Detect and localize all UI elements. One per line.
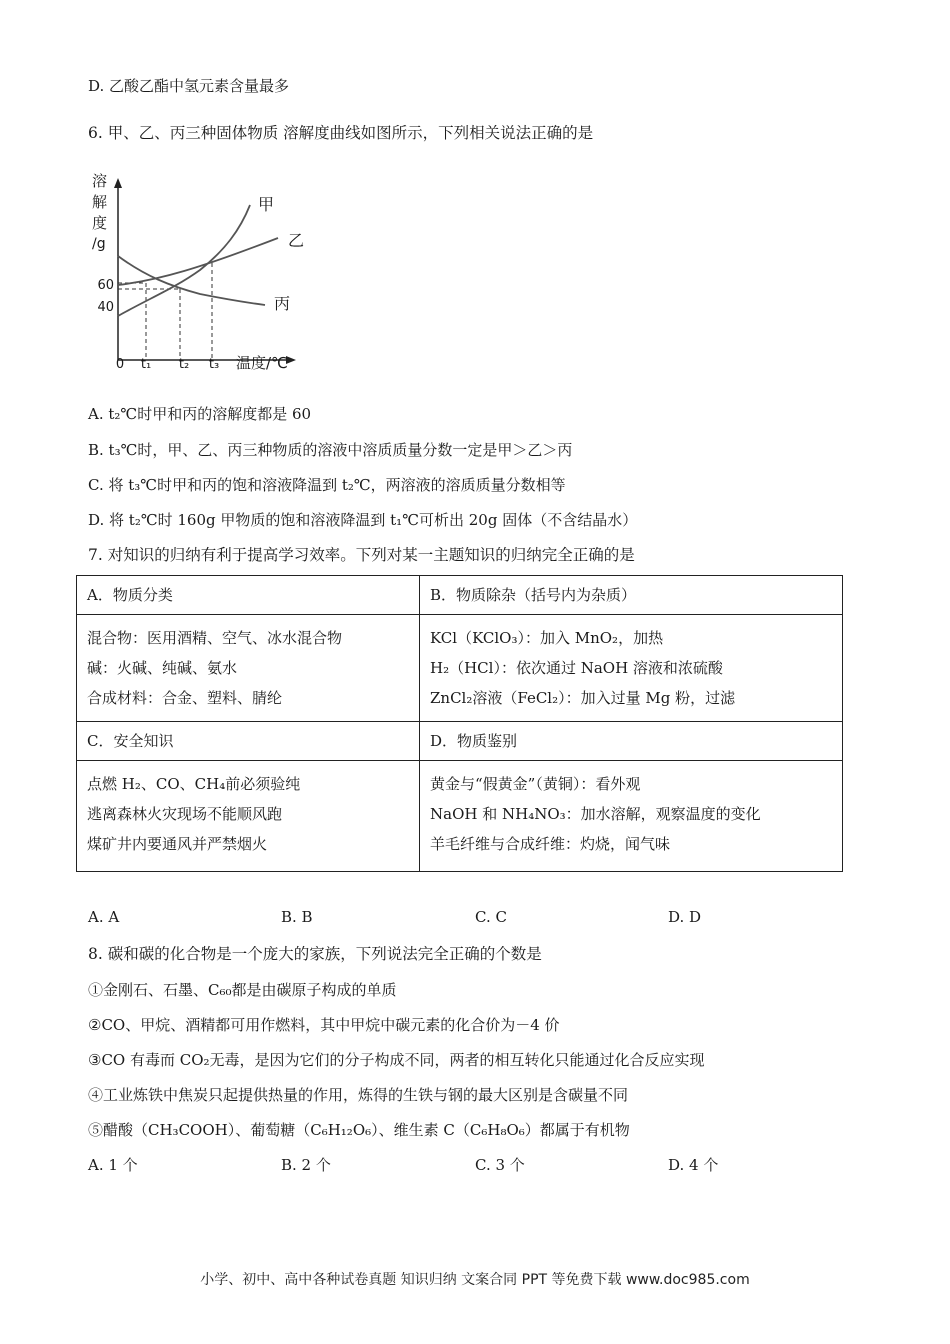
q7-option-a: A. A: [88, 908, 120, 926]
prev-option-d: D. 乙酸乙酯中氢元素含量最多: [88, 77, 290, 95]
y-tick-60: 60: [97, 278, 114, 293]
svg-text:度: 度: [92, 214, 108, 232]
x-tick-t1: t₁: [140, 357, 152, 372]
svg-text:解: 解: [92, 193, 108, 211]
guide-lines: [118, 263, 212, 360]
series-yi-label: 乙: [288, 231, 305, 250]
q7-option-b: B. B: [281, 908, 313, 926]
cell-a-body: 混合物：医用酒精、空气、冰水混合物 碱：火碱、纯碱、氨水 合成材料：合金、塑料、腈纶: [77, 615, 420, 722]
statement-3: ③CO 有毒而 CO₂无毒，是因为它们的分子构成不同，两者的相互转化只能通过化合反应实现: [88, 1051, 705, 1069]
q8-option-c: C. 3 个: [475, 1156, 525, 1174]
x-tick-t3: t₃: [208, 357, 220, 372]
footer-text: 小学、初中、高中各种试卷真题 知识归纳 文案合同 PPT 等免费下载 www.doc985.com: [200, 1272, 750, 1288]
svg-text:溶: 溶: [92, 172, 108, 190]
y-axis-label: [92, 172, 107, 252]
y-tick-40: 40: [97, 300, 114, 315]
cell-d-head: D．物质鉴别: [420, 722, 843, 761]
cell-c-body: 点燃 H₂、CO、CH₄前必须验纯 逃离森林火灾现场不能顺风跑 煤矿井内要通风并严禁烟火: [77, 761, 420, 872]
cell-b-head: B．物质除杂（括号内为杂质）: [420, 576, 843, 615]
question-7-stem: 7. 对知识的归纳有利于提高学习效率。下列对某一主题知识的归纳完全正确的是: [88, 546, 635, 564]
statement-4: ④工业炼铁中焦炭只起提供热量的作用，炼得的生铁与钢的最大区别是含碳量不同: [88, 1086, 629, 1104]
series-yi-line: [118, 238, 278, 285]
q6-option-d: D. 将 t₂℃时 160g 甲物质的饱和溶液降温到 t₁℃可析出 20g 固体（不含结晶水）: [88, 511, 638, 529]
knowledge-table: [76, 575, 843, 872]
solubility-chart: [80, 168, 320, 383]
statement-2: ②CO、甲烷、酒精都可用作燃料，其中甲烷中碳元素的化合价为－4 价: [88, 1016, 560, 1034]
q7-option-d: D. D: [668, 908, 702, 926]
q7-option-c: C. C: [475, 908, 507, 926]
q8-option-b: B. 2 个: [281, 1156, 331, 1174]
q6-option-c: C. 将 t₃℃时甲和丙的饱和溶液降温到 t₂℃，两溶液的溶质质量分数相等: [88, 476, 566, 494]
cell-d-body: 黄金与“假黄金”（黄铜）：看外观 NaOH 和 NH₄NO₃：加水溶解，观察温度的变化 羊毛纤维与合成纤维：灼烧，闻气味: [420, 761, 843, 872]
cell-a-head: A．物质分类: [77, 576, 420, 615]
q6-option-a: A. t₂℃时甲和丙的溶解度都是 60: [88, 405, 312, 423]
q6-option-b: B. t₃℃时，甲、乙、丙三种物质的溶液中溶质质量分数一定是甲＞乙＞丙: [88, 441, 573, 459]
series-bing-label: 丙: [274, 294, 291, 313]
x-axis-label: 温度/℃: [236, 354, 288, 372]
statement-1: ①金刚石、石墨、C₆₀都是由碳原子构成的单质: [88, 981, 397, 999]
cell-c-head: C．安全知识: [77, 722, 420, 761]
question-6-stem: 6. 甲、乙、丙三种固体物质 溶解度曲线如图所示，下列相关说法正确的是: [88, 124, 594, 142]
cell-b-body: KCl（KClO₃）：加入 MnO₂，加热 H₂（HCl）：依次通过 NaOH 溶液和浓硫酸 ZnCl₂溶液（FeCl₂）：加入过量 Mg 粉，过滤: [420, 615, 843, 722]
q8-option-d: D. 4 个: [668, 1156, 719, 1174]
statement-5: ⑤醋酸（CH₃COOH）、葡萄糖（C₆H₁₂O₆）、维生素 C（C₆H₈O₆）都属于有机物: [88, 1121, 630, 1139]
series-bing-line: [118, 256, 265, 305]
q8-option-a: A. 1 个: [88, 1156, 138, 1174]
origin-label: 0: [115, 357, 125, 372]
question-8-stem: 8. 碳和碳的化合物是一个庞大的家族，下列说法完全正确的个数是: [88, 945, 542, 963]
series-jia-label: 甲: [258, 195, 275, 214]
x-tick-t2: t₂: [178, 357, 190, 372]
svg-text:/g: /g: [92, 236, 106, 252]
